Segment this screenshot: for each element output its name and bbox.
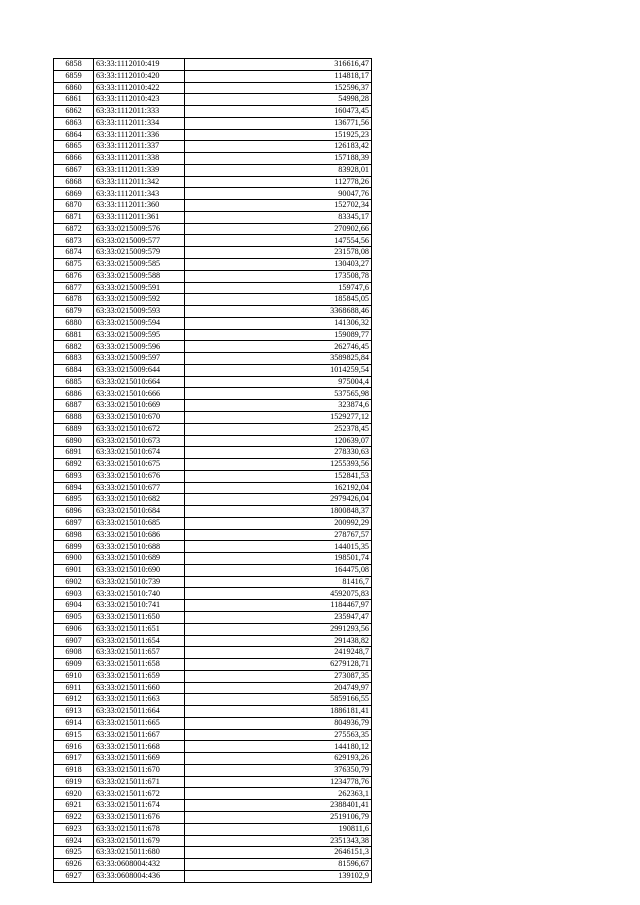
table-row — [54, 153, 372, 165]
cadastral-number-cell: 63:33:0215011:650 — [94, 611, 185, 623]
row-number-cell: 6893 — [54, 470, 94, 482]
table-row — [54, 294, 372, 306]
row-number-cell: 6901 — [54, 564, 94, 576]
cadastral-value-cell: 804936,79 — [185, 717, 372, 729]
table-row — [54, 353, 372, 365]
row-number-cell: 6926 — [54, 859, 94, 871]
table-row — [54, 211, 372, 223]
cadastral-value-cell: 376350,79 — [185, 764, 372, 776]
row-number-cell: 6915 — [54, 729, 94, 741]
cadastral-value-cell: 147554,56 — [185, 235, 372, 247]
cadastral-number-cell: 63:33:0215011:674 — [94, 800, 185, 812]
cadastral-value-cell: 54998,28 — [185, 94, 372, 106]
cadastral-number-cell: 63:33:0215009:579 — [94, 247, 185, 259]
table-row — [54, 847, 372, 859]
cadastral-number-cell: 63:33:0215011:651 — [94, 623, 185, 635]
row-number-cell: 6867 — [54, 164, 94, 176]
row-number-cell: 6885 — [54, 376, 94, 388]
row-number-cell: 6877 — [54, 282, 94, 294]
cadastral-number-cell: 63:33:0215011:667 — [94, 729, 185, 741]
table-row — [54, 800, 372, 812]
table-row — [54, 247, 372, 259]
cadastral-value-cell: 160473,45 — [185, 106, 372, 118]
table-row — [54, 141, 372, 153]
row-number-cell: 6925 — [54, 847, 94, 859]
cadastral-number-cell: 63:33:0215010:684 — [94, 506, 185, 518]
table-row — [54, 741, 372, 753]
row-number-cell: 6906 — [54, 623, 94, 635]
cadastral-value-cell: 173508,78 — [185, 270, 372, 282]
row-number-cell: 6895 — [54, 494, 94, 506]
row-number-cell: 6884 — [54, 364, 94, 376]
table-row — [54, 329, 372, 341]
table-row — [54, 588, 372, 600]
table-row — [54, 706, 372, 718]
row-number-cell: 6891 — [54, 447, 94, 459]
cadastral-number-cell: 63:33:0215009:595 — [94, 329, 185, 341]
row-number-cell: 6887 — [54, 400, 94, 412]
cadastral-number-cell: 63:33:0215009:597 — [94, 353, 185, 365]
cadastral-number-cell: 63:33:0608004:436 — [94, 870, 185, 882]
cadastral-number-cell: 63:33:0608004:432 — [94, 859, 185, 871]
cadastral-number-cell: 63:33:0215010:673 — [94, 435, 185, 447]
cadastral-number-cell: 63:33:0215010:690 — [94, 564, 185, 576]
table-row — [54, 129, 372, 141]
cadastral-value-cell: 275563,35 — [185, 729, 372, 741]
row-number-cell: 6921 — [54, 800, 94, 812]
table-row — [54, 306, 372, 318]
row-number-cell: 6875 — [54, 259, 94, 271]
cadastral-number-cell: 63:33:0215010:685 — [94, 517, 185, 529]
row-number-cell: 6911 — [54, 682, 94, 694]
table-row — [54, 835, 372, 847]
cadastral-number-cell: 63:33:0215009:593 — [94, 306, 185, 318]
cadastral-value-cell: 198501,74 — [185, 553, 372, 565]
table-row — [54, 400, 372, 412]
cadastral-value-cell: 1234778,76 — [185, 776, 372, 788]
table-row — [54, 317, 372, 329]
cadastral-value-cell: 629193,26 — [185, 753, 372, 765]
cadastral-value-cell: 537565,98 — [185, 388, 372, 400]
row-number-cell: 6866 — [54, 153, 94, 165]
row-number-cell: 6897 — [54, 517, 94, 529]
table-row — [54, 506, 372, 518]
row-number-cell: 6919 — [54, 776, 94, 788]
cadastral-value-cell: 278330,63 — [185, 447, 372, 459]
cadastral-value-cell: 130403,27 — [185, 259, 372, 271]
cadastral-value-cell: 262363,1 — [185, 788, 372, 800]
table-row — [54, 364, 372, 376]
cadastral-number-cell: 63:33:1112011:360 — [94, 200, 185, 212]
row-number-cell: 6909 — [54, 659, 94, 671]
row-number-cell: 6894 — [54, 482, 94, 494]
cadastral-value-cell: 1886181,41 — [185, 706, 372, 718]
row-number-cell: 6896 — [54, 506, 94, 518]
table-row — [54, 682, 372, 694]
table-row — [54, 670, 372, 682]
cadastral-value-cell: 231578,08 — [185, 247, 372, 259]
table-row — [54, 553, 372, 565]
table-row — [54, 635, 372, 647]
cadastral-value-cell: 83928,01 — [185, 164, 372, 176]
cadastral-value-cell: 1529277,12 — [185, 411, 372, 423]
row-number-cell: 6880 — [54, 317, 94, 329]
cadastral-number-cell: 63:33:0215011:657 — [94, 647, 185, 659]
table-row — [54, 94, 372, 106]
cadastral-value-cell: 152702,34 — [185, 200, 372, 212]
cadastral-number-cell: 63:33:0215010:664 — [94, 376, 185, 388]
row-number-cell: 6917 — [54, 753, 94, 765]
cadastral-number-cell: 63:33:0215011:665 — [94, 717, 185, 729]
table-row — [54, 647, 372, 659]
cadastral-number-cell: 63:33:0215009:644 — [94, 364, 185, 376]
table-row — [54, 564, 372, 576]
table-row — [54, 259, 372, 271]
cadastral-value-cell: 2419248,7 — [185, 647, 372, 659]
cadastral-number-cell: 63:33:0215010:676 — [94, 470, 185, 482]
row-number-cell: 6900 — [54, 553, 94, 565]
row-number-cell: 6862 — [54, 106, 94, 118]
cadastral-value-cell: 185845,05 — [185, 294, 372, 306]
cadastral-number-cell: 63:33:0215010:686 — [94, 529, 185, 541]
row-number-cell: 6918 — [54, 764, 94, 776]
cadastral-number-cell: 63:33:1112011:339 — [94, 164, 185, 176]
row-number-cell: 6869 — [54, 188, 94, 200]
table-row — [54, 753, 372, 765]
cadastral-value-cell: 2351343,38 — [185, 835, 372, 847]
row-number-cell: 6874 — [54, 247, 94, 259]
row-number-cell: 6886 — [54, 388, 94, 400]
cadastral-value-cell: 1184467,97 — [185, 600, 372, 612]
cadastral-number-cell: 63:33:1112011:337 — [94, 141, 185, 153]
row-number-cell: 6864 — [54, 129, 94, 141]
cadastral-value-cell: 112778,26 — [185, 176, 372, 188]
cadastral-value-cell: 81416,7 — [185, 576, 372, 588]
cadastral-number-cell: 63:33:0215011:671 — [94, 776, 185, 788]
cadastral-value-cell: 316616,47 — [185, 59, 372, 71]
table-row — [54, 788, 372, 800]
table-row — [54, 270, 372, 282]
cadastral-value-cell: 120639,07 — [185, 435, 372, 447]
row-number-cell: 6910 — [54, 670, 94, 682]
cadastral-number-cell: 63:33:0215011:679 — [94, 835, 185, 847]
cadastral-number-cell: 63:33:0215009:588 — [94, 270, 185, 282]
table-row — [54, 729, 372, 741]
table-row — [54, 282, 372, 294]
cadastral-number-cell: 63:33:1112011:333 — [94, 106, 185, 118]
table-row — [54, 117, 372, 129]
row-number-cell: 6908 — [54, 647, 94, 659]
row-number-cell: 6927 — [54, 870, 94, 882]
row-number-cell: 6889 — [54, 423, 94, 435]
cadastral-value-cell: 159089,77 — [185, 329, 372, 341]
row-number-cell: 6905 — [54, 611, 94, 623]
cadastral-number-cell: 63:33:1112010:422 — [94, 82, 185, 94]
row-number-cell: 6890 — [54, 435, 94, 447]
cadastral-value-cell: 144015,35 — [185, 541, 372, 553]
table-row — [54, 223, 372, 235]
table-row — [54, 388, 372, 400]
table-row — [54, 859, 372, 871]
cadastral-number-cell: 63:33:1112011:361 — [94, 211, 185, 223]
row-number-cell: 6882 — [54, 341, 94, 353]
cadastral-number-cell: 63:33:1112011:336 — [94, 129, 185, 141]
cadastral-number-cell: 63:33:0215011:658 — [94, 659, 185, 671]
row-number-cell: 6861 — [54, 94, 94, 106]
table-row — [54, 435, 372, 447]
cadastral-value-cell: 90047,76 — [185, 188, 372, 200]
cadastral-number-cell: 63:33:1112011:334 — [94, 117, 185, 129]
cadastral-number-cell: 63:33:0215009:596 — [94, 341, 185, 353]
cadastral-value-cell: 2519106,79 — [185, 812, 372, 824]
table-row — [54, 517, 372, 529]
table-row — [54, 423, 372, 435]
cadastral-value-cell: 3589825,84 — [185, 353, 372, 365]
row-number-cell: 6870 — [54, 200, 94, 212]
cadastral-number-cell: 63:33:0215009:591 — [94, 282, 185, 294]
cadastral-value-cell: 162192,04 — [185, 482, 372, 494]
cadastral-value-cell: 126183,42 — [185, 141, 372, 153]
cadastral-number-cell: 63:33:0215011:669 — [94, 753, 185, 765]
cadastral-value-cell: 3368688,46 — [185, 306, 372, 318]
table-row — [54, 188, 372, 200]
table-row — [54, 164, 372, 176]
table-row — [54, 529, 372, 541]
cadastral-number-cell: 63:33:0215011:670 — [94, 764, 185, 776]
cadastral-value-cell: 2991293,56 — [185, 623, 372, 635]
cadastral-value-cell: 1255393,56 — [185, 459, 372, 471]
cadastral-value-cell: 262746,45 — [185, 341, 372, 353]
cadastral-number-cell: 63:33:0215010:688 — [94, 541, 185, 553]
cadastral-value-cell: 6279128,71 — [185, 659, 372, 671]
cadastral-number-cell: 63:33:0215011:672 — [94, 788, 185, 800]
cadastral-value-cell: 157188,39 — [185, 153, 372, 165]
cadastral-number-cell: 63:33:1112011:338 — [94, 153, 185, 165]
row-number-cell: 6898 — [54, 529, 94, 541]
row-number-cell: 6858 — [54, 59, 94, 71]
cadastral-value-cell: 141306,32 — [185, 317, 372, 329]
cadastral-value-cell: 2979426,04 — [185, 494, 372, 506]
table-row — [54, 411, 372, 423]
cadastral-value-cell: 975004,4 — [185, 376, 372, 388]
cadastral-number-cell: 63:33:0215010:669 — [94, 400, 185, 412]
cadastral-value-cell: 291438,82 — [185, 635, 372, 647]
table-row — [54, 447, 372, 459]
cadastral-value-cell: 4592075,83 — [185, 588, 372, 600]
table-row — [54, 341, 372, 353]
cadastral-value-cell: 151925,23 — [185, 129, 372, 141]
cadastral-value-cell: 152841,53 — [185, 470, 372, 482]
row-number-cell: 6912 — [54, 694, 94, 706]
cadastral-value-cell: 270902,66 — [185, 223, 372, 235]
cadastral-value-cell: 136771,56 — [185, 117, 372, 129]
table-row — [54, 764, 372, 776]
cadastral-number-cell: 63:33:0215009:594 — [94, 317, 185, 329]
table-row — [54, 694, 372, 706]
row-number-cell: 6899 — [54, 541, 94, 553]
cadastral-number-cell: 63:33:0215011:664 — [94, 706, 185, 718]
cadastral-number-cell: 63:33:1112010:420 — [94, 70, 185, 82]
cadastral-number-cell: 63:33:1112011:342 — [94, 176, 185, 188]
table-row — [54, 776, 372, 788]
row-number-cell: 6903 — [54, 588, 94, 600]
cadastral-number-cell: 63:33:0215010:674 — [94, 447, 185, 459]
cadastral-number-cell: 63:33:1112011:343 — [94, 188, 185, 200]
cadastral-value-cell: 278767,57 — [185, 529, 372, 541]
row-number-cell: 6881 — [54, 329, 94, 341]
cadastral-number-cell: 63:33:0215010:677 — [94, 482, 185, 494]
table-row — [54, 235, 372, 247]
cadastral-value-cell: 152596,37 — [185, 82, 372, 94]
row-number-cell: 6913 — [54, 706, 94, 718]
table-body — [54, 59, 372, 883]
cadastral-value-cell: 144180,12 — [185, 741, 372, 753]
cadastral-number-cell: 63:33:0215011:676 — [94, 812, 185, 824]
cadastral-number-cell: 63:33:0215010:670 — [94, 411, 185, 423]
cadastral-value-cell: 1800848,37 — [185, 506, 372, 518]
cadastral-number-cell: 63:33:0215009:577 — [94, 235, 185, 247]
row-number-cell: 6916 — [54, 741, 94, 753]
row-number-cell: 6860 — [54, 82, 94, 94]
cadastral-number-cell: 63:33:0215011:663 — [94, 694, 185, 706]
row-number-cell: 6902 — [54, 576, 94, 588]
table-row — [54, 823, 372, 835]
cadastral-number-cell: 63:33:0215010:689 — [94, 553, 185, 565]
table-row — [54, 59, 372, 71]
cadastral-number-cell: 63:33:0215010:666 — [94, 388, 185, 400]
row-number-cell: 6914 — [54, 717, 94, 729]
cadastral-number-cell: 63:33:0215010:741 — [94, 600, 185, 612]
cadastral-value-table — [53, 58, 372, 883]
table-row — [54, 541, 372, 553]
row-number-cell: 6924 — [54, 835, 94, 847]
table-row — [54, 106, 372, 118]
table-row — [54, 200, 372, 212]
table-row — [54, 576, 372, 588]
row-number-cell: 6868 — [54, 176, 94, 188]
table-row — [54, 482, 372, 494]
cadastral-number-cell: 63:33:0215009:576 — [94, 223, 185, 235]
cadastral-number-cell: 63:33:0215011:660 — [94, 682, 185, 694]
cadastral-number-cell: 63:33:1112010:423 — [94, 94, 185, 106]
cadastral-value-cell: 81596,67 — [185, 859, 372, 871]
table-row — [54, 659, 372, 671]
cadastral-value-cell: 2388401,41 — [185, 800, 372, 812]
cadastral-value-cell: 252378,45 — [185, 423, 372, 435]
cadastral-number-cell: 63:33:1112010:419 — [94, 59, 185, 71]
table-row — [54, 600, 372, 612]
table-row — [54, 470, 372, 482]
row-number-cell: 6876 — [54, 270, 94, 282]
cadastral-value-cell: 159747,6 — [185, 282, 372, 294]
table-row — [54, 82, 372, 94]
cadastral-value-cell: 114818,17 — [185, 70, 372, 82]
table-row — [54, 623, 372, 635]
row-number-cell: 6923 — [54, 823, 94, 835]
cadastral-number-cell: 63:33:0215010:675 — [94, 459, 185, 471]
row-number-cell: 6859 — [54, 70, 94, 82]
table-row — [54, 494, 372, 506]
row-number-cell: 6873 — [54, 235, 94, 247]
row-number-cell: 6872 — [54, 223, 94, 235]
cadastral-value-cell: 200992,29 — [185, 517, 372, 529]
cadastral-value-cell: 164475,08 — [185, 564, 372, 576]
row-number-cell: 6871 — [54, 211, 94, 223]
cadastral-value-cell: 5859166,55 — [185, 694, 372, 706]
cadastral-number-cell: 63:33:0215011:680 — [94, 847, 185, 859]
cadastral-value-cell: 139102,9 — [185, 870, 372, 882]
cadastral-value-cell: 204749,97 — [185, 682, 372, 694]
cadastral-value-cell: 83345,17 — [185, 211, 372, 223]
row-number-cell: 6879 — [54, 306, 94, 318]
table-row — [54, 70, 372, 82]
cadastral-number-cell: 63:33:0215011:659 — [94, 670, 185, 682]
cadastral-value-cell: 235947,47 — [185, 611, 372, 623]
table-row — [54, 611, 372, 623]
cadastral-number-cell: 63:33:0215009:592 — [94, 294, 185, 306]
row-number-cell: 6888 — [54, 411, 94, 423]
row-number-cell: 6892 — [54, 459, 94, 471]
cadastral-value-cell: 2646151,3 — [185, 847, 372, 859]
row-number-cell: 6907 — [54, 635, 94, 647]
row-number-cell: 6922 — [54, 812, 94, 824]
cadastral-number-cell: 63:33:0215010:672 — [94, 423, 185, 435]
cadastral-value-cell: 273087,35 — [185, 670, 372, 682]
cadastral-number-cell: 63:33:0215011:678 — [94, 823, 185, 835]
table-row — [54, 376, 372, 388]
table-row — [54, 176, 372, 188]
cadastral-value-cell: 1014259,54 — [185, 364, 372, 376]
cadastral-number-cell: 63:33:0215009:585 — [94, 259, 185, 271]
cadastral-number-cell: 63:33:0215011:654 — [94, 635, 185, 647]
table-row — [54, 459, 372, 471]
row-number-cell: 6920 — [54, 788, 94, 800]
cadastral-value-cell: 190811,6 — [185, 823, 372, 835]
cadastral-number-cell: 63:33:0215010:740 — [94, 588, 185, 600]
table-row — [54, 812, 372, 824]
cadastral-number-cell: 63:33:0215011:668 — [94, 741, 185, 753]
cadastral-number-cell: 63:33:0215010:739 — [94, 576, 185, 588]
row-number-cell: 6865 — [54, 141, 94, 153]
cadastral-value-cell: 323874,6 — [185, 400, 372, 412]
row-number-cell: 6883 — [54, 353, 94, 365]
row-number-cell: 6904 — [54, 600, 94, 612]
row-number-cell: 6863 — [54, 117, 94, 129]
table-row — [54, 870, 372, 882]
row-number-cell: 6878 — [54, 294, 94, 306]
table-row — [54, 717, 372, 729]
cadastral-number-cell: 63:33:0215010:682 — [94, 494, 185, 506]
